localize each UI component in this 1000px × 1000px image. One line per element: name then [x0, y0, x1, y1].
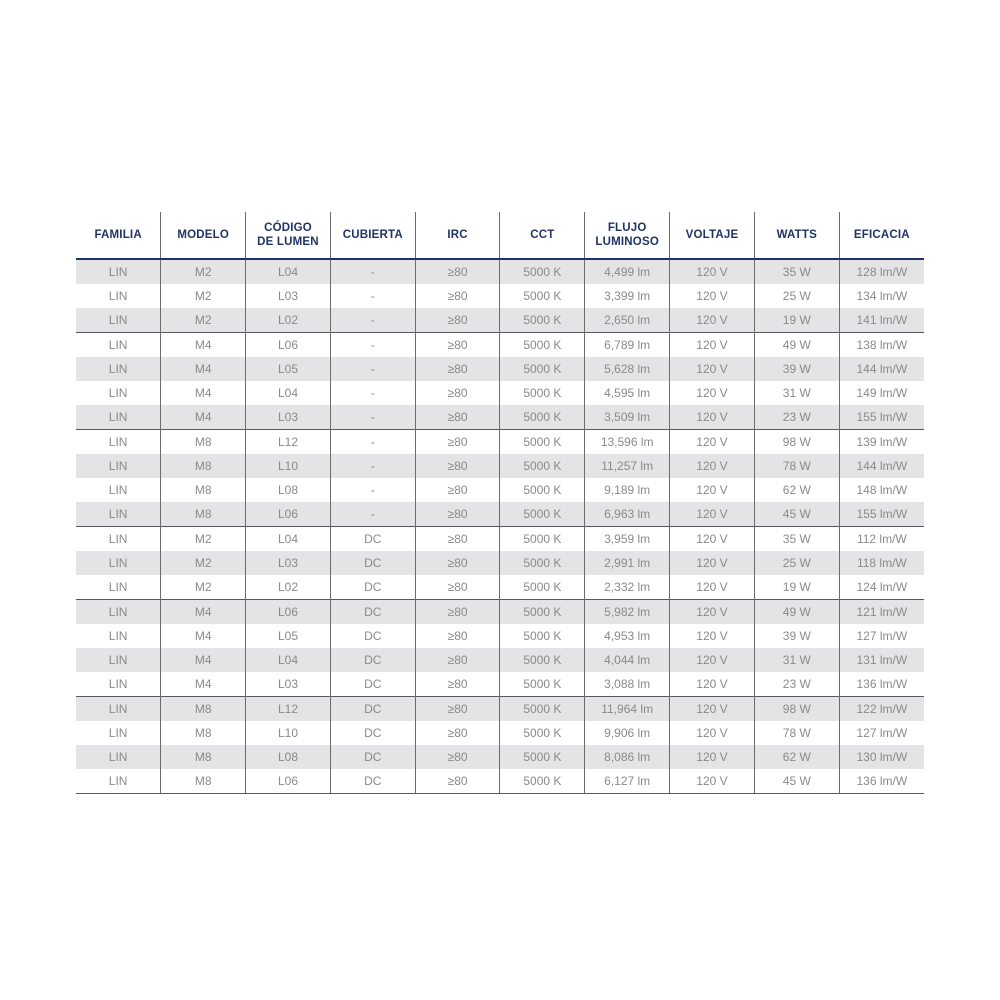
cell-voltaje: 120 V [670, 551, 755, 575]
cell-codigo-de-lumen: L12 [246, 697, 331, 722]
cell-voltaje: 120 V [670, 284, 755, 308]
cell-modelo: M4 [161, 333, 246, 358]
column-header-familia [76, 212, 161, 259]
cell-eficacia: 124 lm/W [839, 575, 924, 600]
cell-voltaje: 120 V [670, 478, 755, 502]
cell-familia: LIN [108, 580, 128, 594]
cell-codigo-de-lumen: L04 [246, 648, 331, 672]
cell-familia: LIN [108, 726, 128, 740]
cell-eficacia: 155 lm/W [839, 405, 924, 430]
cell-modelo: M4 [161, 648, 246, 672]
table-row [76, 478, 924, 502]
cell-cubierta: - [330, 333, 415, 358]
cell-flujo-luminoso: 13,596 lm [585, 430, 670, 455]
cell-irc: ≥80 [415, 769, 500, 794]
cell-codigo-de-lumen: L03 [246, 405, 331, 430]
cell-familia: LIN [76, 648, 161, 672]
cell-familia: LIN [76, 308, 161, 333]
cell-cct: 5000 K [500, 624, 585, 648]
table-row [76, 259, 924, 284]
column-header-line: CÓDIGO [264, 222, 312, 234]
cell-cct: 5000 K [500, 551, 585, 575]
cell-eficacia: 130 lm/W [839, 745, 924, 769]
cell-eficacia: 112 lm/W [839, 527, 924, 552]
cell-cubierta: DC [330, 672, 415, 697]
cell-modelo: M2 [161, 259, 246, 284]
cell-irc: ≥80 [415, 430, 500, 455]
cell-familia: LIN [76, 333, 161, 358]
column-header-line: CUBIERTA [342, 229, 403, 241]
cell-cct: 5000 K [500, 527, 585, 552]
cell-watts: 49 W [754, 600, 839, 625]
cell-cct: 5000 K [500, 721, 585, 745]
cell-voltaje: 120 V [670, 648, 755, 672]
column-header-line: FLUJO [607, 222, 647, 234]
cell-irc: ≥80 [415, 551, 500, 575]
cell-eficacia: 155 lm/W [839, 502, 924, 527]
cell-cct: 5000 K [500, 575, 585, 600]
column-header-line: MODELO [177, 229, 230, 241]
cell-familia: LIN [76, 527, 161, 552]
column-header-line: FAMILIA [94, 229, 142, 241]
cell-cct: 5000 K [500, 697, 585, 722]
cell-familia: LIN [108, 629, 128, 643]
cell-eficacia: 127 lm/W [839, 721, 924, 745]
cell-eficacia: 141 lm/W [839, 308, 924, 333]
cell-codigo-de-lumen: L10 [246, 721, 331, 745]
cell-codigo-de-lumen: L06 [246, 502, 331, 527]
cell-familia: LIN [76, 454, 161, 478]
cell-watts: 19 W [754, 308, 839, 333]
cell-cubierta: - [330, 502, 415, 527]
table-row [76, 721, 924, 745]
cell-irc: ≥80 [415, 648, 500, 672]
cell-codigo-de-lumen: L03 [246, 551, 331, 575]
cell-codigo-de-lumen: L04 [246, 527, 331, 552]
column-header-line: VOLTAJE [685, 229, 739, 241]
cell-cubierta: DC [330, 551, 415, 575]
column-header-line: IRC [447, 229, 468, 241]
cell-irc: ≥80 [415, 357, 500, 381]
cell-codigo-de-lumen: L05 [246, 624, 331, 648]
cell-watts: 35 W [754, 259, 839, 284]
cell-flujo-luminoso: 2,991 lm [585, 551, 670, 575]
cell-familia: LIN [76, 745, 161, 769]
cell-cct: 5000 K [500, 672, 585, 697]
cell-voltaje: 120 V [670, 405, 755, 430]
cell-modelo: M2 [161, 308, 246, 333]
cell-familia: LIN [76, 430, 161, 455]
cell-voltaje: 120 V [670, 502, 755, 527]
cell-cubierta: - [330, 357, 415, 381]
cell-modelo: M4 [161, 600, 246, 625]
cell-modelo: M8 [161, 769, 246, 794]
column-header-flujo-luminoso [585, 212, 670, 259]
cell-watts: 35 W [754, 527, 839, 552]
cell-watts: 39 W [754, 624, 839, 648]
cell-cubierta: - [330, 478, 415, 502]
table-row [76, 454, 924, 478]
cell-cct: 5000 K [500, 745, 585, 769]
cell-cct: 5000 K [500, 478, 585, 502]
cell-eficacia: 148 lm/W [839, 478, 924, 502]
table-row [76, 697, 924, 722]
cell-watts: 25 W [754, 284, 839, 308]
cell-voltaje: 120 V [670, 333, 755, 358]
cell-cubierta: DC [330, 745, 415, 769]
cell-cct: 5000 K [500, 405, 585, 430]
cell-codigo-de-lumen: L10 [246, 454, 331, 478]
cell-codigo-de-lumen: L03 [246, 672, 331, 697]
cell-irc: ≥80 [415, 575, 500, 600]
cell-modelo: M8 [161, 697, 246, 722]
cell-irc: ≥80 [415, 333, 500, 358]
cell-codigo-de-lumen: L04 [246, 381, 331, 405]
cell-eficacia: 139 lm/W [839, 430, 924, 455]
cell-familia: LIN [76, 600, 161, 625]
table-row [76, 430, 924, 455]
column-header-cubierta [330, 212, 415, 259]
column-header-codigo-de-lumen [246, 212, 331, 259]
header-row [76, 212, 924, 259]
cell-familia: LIN [108, 289, 128, 303]
column-header-cct [500, 212, 585, 259]
table-row [76, 648, 924, 672]
cell-watts: 98 W [754, 697, 839, 722]
table-row [76, 502, 924, 527]
cell-watts: 78 W [754, 721, 839, 745]
cell-familia: LIN [76, 405, 161, 430]
cell-cct: 5000 K [500, 648, 585, 672]
cell-flujo-luminoso: 3,509 lm [585, 405, 670, 430]
cell-cubierta: - [330, 454, 415, 478]
cell-watts: 45 W [754, 769, 839, 794]
cell-flujo-luminoso: 8,086 lm [585, 745, 670, 769]
cell-cubierta: - [330, 405, 415, 430]
cell-voltaje: 120 V [670, 575, 755, 600]
cell-cubierta: DC [330, 769, 415, 794]
cell-eficacia: 136 lm/W [839, 672, 924, 697]
cell-watts: 31 W [754, 381, 839, 405]
cell-codigo-de-lumen: L06 [246, 333, 331, 358]
cell-irc: ≥80 [415, 308, 500, 333]
cell-cubierta: DC [330, 624, 415, 648]
cell-irc: ≥80 [415, 478, 500, 502]
cell-familia: LIN [76, 769, 161, 794]
cell-cct: 5000 K [500, 769, 585, 794]
cell-familia: LIN [76, 357, 161, 381]
cell-modelo: M2 [161, 527, 246, 552]
cell-watts: 49 W [754, 333, 839, 358]
cell-cubierta: - [330, 308, 415, 333]
table-row [76, 284, 924, 308]
cell-watts: 23 W [754, 672, 839, 697]
cell-cubierta: DC [330, 697, 415, 722]
cell-watts: 31 W [754, 648, 839, 672]
cell-modelo: M2 [161, 284, 246, 308]
column-header-line: WATTS [776, 229, 817, 241]
cell-familia: LIN [76, 697, 161, 722]
cell-irc: ≥80 [415, 745, 500, 769]
cell-voltaje: 120 V [670, 745, 755, 769]
cell-codigo-de-lumen: L04 [246, 259, 331, 284]
cell-irc: ≥80 [415, 502, 500, 527]
column-header-irc [415, 212, 500, 259]
cell-modelo: M4 [161, 624, 246, 648]
cell-irc: ≥80 [415, 405, 500, 430]
column-header-watts [754, 212, 839, 259]
cell-voltaje: 120 V [670, 357, 755, 381]
table-row [76, 745, 924, 769]
cell-cubierta: DC [330, 527, 415, 552]
table-row [76, 381, 924, 405]
cell-flujo-luminoso: 5,628 lm [585, 357, 670, 381]
table-body [76, 259, 924, 794]
table-row [76, 624, 924, 648]
table-row [76, 527, 924, 552]
cell-cubierta: DC [330, 600, 415, 625]
cell-cubierta: - [330, 284, 415, 308]
table-row [76, 551, 924, 575]
cell-flujo-luminoso: 2,650 lm [585, 308, 670, 333]
cell-flujo-luminoso: 11,964 lm [585, 697, 670, 722]
cell-flujo-luminoso: 6,127 lm [585, 769, 670, 794]
table-row [76, 333, 924, 358]
table-row [76, 600, 924, 625]
cell-flujo-luminoso: 6,963 lm [585, 502, 670, 527]
cell-voltaje: 120 V [670, 381, 755, 405]
cell-modelo: M8 [161, 478, 246, 502]
cell-watts: 78 W [754, 454, 839, 478]
cell-flujo-luminoso: 3,088 lm [585, 672, 670, 697]
table-row [76, 357, 924, 381]
cell-irc: ≥80 [415, 672, 500, 697]
cell-flujo-luminoso: 4,953 lm [585, 624, 670, 648]
cell-irc: ≥80 [415, 284, 500, 308]
cell-watts: 19 W [754, 575, 839, 600]
cell-eficacia: 134 lm/W [839, 284, 924, 308]
cell-familia: LIN [76, 551, 161, 575]
spec-table [76, 212, 924, 794]
cell-watts: 39 W [754, 357, 839, 381]
cell-familia: LIN [76, 502, 161, 527]
column-header-line: CCT [530, 229, 555, 241]
cell-familia: LIN [108, 483, 128, 497]
cell-eficacia: 138 lm/W [839, 333, 924, 358]
cell-voltaje: 120 V [670, 600, 755, 625]
cell-flujo-luminoso: 6,789 lm [585, 333, 670, 358]
cell-watts: 23 W [754, 405, 839, 430]
cell-modelo: M4 [161, 672, 246, 697]
cell-watts: 62 W [754, 478, 839, 502]
cell-cct: 5000 K [500, 284, 585, 308]
cell-flujo-luminoso: 9,189 lm [585, 478, 670, 502]
cell-irc: ≥80 [415, 527, 500, 552]
cell-codigo-de-lumen: L08 [246, 478, 331, 502]
cell-voltaje: 120 V [670, 697, 755, 722]
cell-codigo-de-lumen: L02 [246, 575, 331, 600]
cell-modelo: M2 [161, 575, 246, 600]
cell-cubierta: - [330, 259, 415, 284]
cell-familia: LIN [76, 259, 161, 284]
cell-codigo-de-lumen: L12 [246, 430, 331, 455]
table-row [76, 575, 924, 600]
cell-watts: 45 W [754, 502, 839, 527]
cell-eficacia: 118 lm/W [839, 551, 924, 575]
cell-watts: 62 W [754, 745, 839, 769]
cell-cct: 5000 K [500, 600, 585, 625]
cell-voltaje: 120 V [670, 721, 755, 745]
cell-voltaje: 120 V [670, 308, 755, 333]
cell-voltaje: 120 V [670, 624, 755, 648]
cell-cct: 5000 K [500, 308, 585, 333]
cell-flujo-luminoso: 3,959 lm [585, 527, 670, 552]
cell-flujo-luminoso: 5,982 lm [585, 600, 670, 625]
cell-irc: ≥80 [415, 624, 500, 648]
cell-flujo-luminoso: 4,595 lm [585, 381, 670, 405]
cell-cct: 5000 K [500, 333, 585, 358]
cell-irc: ≥80 [415, 721, 500, 745]
cell-eficacia: 122 lm/W [839, 697, 924, 722]
cell-cubierta: - [330, 381, 415, 405]
cell-cct: 5000 K [500, 502, 585, 527]
column-header-line: DE LUMEN [257, 236, 319, 248]
cell-modelo: M8 [161, 502, 246, 527]
column-header-line: EFICACIA [853, 229, 910, 241]
cell-modelo: M8 [161, 721, 246, 745]
cell-voltaje: 120 V [670, 259, 755, 284]
column-header-voltaje [670, 212, 755, 259]
cell-eficacia: 136 lm/W [839, 769, 924, 794]
cell-flujo-luminoso: 2,332 lm [585, 575, 670, 600]
column-header-line: LUMINOSO [595, 236, 659, 248]
cell-modelo: M4 [161, 357, 246, 381]
cell-voltaje: 120 V [670, 430, 755, 455]
cell-cubierta: - [330, 430, 415, 455]
cell-flujo-luminoso: 4,044 lm [585, 648, 670, 672]
cell-familia: LIN [108, 677, 128, 691]
cell-eficacia: 149 lm/W [839, 381, 924, 405]
cell-codigo-de-lumen: L06 [246, 600, 331, 625]
cell-irc: ≥80 [415, 381, 500, 405]
cell-voltaje: 120 V [670, 527, 755, 552]
cell-eficacia: 121 lm/W [839, 600, 924, 625]
cell-familia: LIN [108, 386, 128, 400]
cell-codigo-de-lumen: L06 [246, 769, 331, 794]
cell-irc: ≥80 [415, 259, 500, 284]
table-row [76, 672, 924, 697]
cell-voltaje: 120 V [670, 769, 755, 794]
cell-cubierta: DC [330, 721, 415, 745]
cell-modelo: M8 [161, 430, 246, 455]
cell-irc: ≥80 [415, 697, 500, 722]
cell-codigo-de-lumen: L03 [246, 284, 331, 308]
table-row [76, 405, 924, 430]
cell-codigo-de-lumen: L05 [246, 357, 331, 381]
column-header-modelo [161, 212, 246, 259]
cell-modelo: M2 [161, 551, 246, 575]
cell-cct: 5000 K [500, 381, 585, 405]
cell-flujo-luminoso: 4,499 lm [585, 259, 670, 284]
cell-cubierta: DC [330, 575, 415, 600]
cell-cct: 5000 K [500, 454, 585, 478]
cell-voltaje: 120 V [670, 672, 755, 697]
column-header-eficacia [839, 212, 924, 259]
table-row [76, 769, 924, 794]
table-row [76, 308, 924, 333]
cell-eficacia: 131 lm/W [839, 648, 924, 672]
cell-irc: ≥80 [415, 600, 500, 625]
cell-modelo: M8 [161, 745, 246, 769]
cell-flujo-luminoso: 9,906 lm [585, 721, 670, 745]
cell-flujo-luminoso: 3,399 lm [585, 284, 670, 308]
cell-cct: 5000 K [500, 430, 585, 455]
cell-voltaje: 120 V [670, 454, 755, 478]
cell-modelo: M4 [161, 405, 246, 430]
cell-watts: 98 W [754, 430, 839, 455]
cell-eficacia: 127 lm/W [839, 624, 924, 648]
cell-codigo-de-lumen: L08 [246, 745, 331, 769]
cell-eficacia: 144 lm/W [839, 454, 924, 478]
cell-eficacia: 128 lm/W [839, 259, 924, 284]
cell-modelo: M4 [161, 381, 246, 405]
cell-watts: 25 W [754, 551, 839, 575]
cell-eficacia: 144 lm/W [839, 357, 924, 381]
cell-modelo: M8 [161, 454, 246, 478]
table-header [76, 212, 924, 259]
cell-cct: 5000 K [500, 357, 585, 381]
cell-flujo-luminoso: 11,257 lm [585, 454, 670, 478]
cell-cubierta: DC [330, 648, 415, 672]
cell-irc: ≥80 [415, 454, 500, 478]
cell-codigo-de-lumen: L02 [246, 308, 331, 333]
cell-cct: 5000 K [500, 259, 585, 284]
